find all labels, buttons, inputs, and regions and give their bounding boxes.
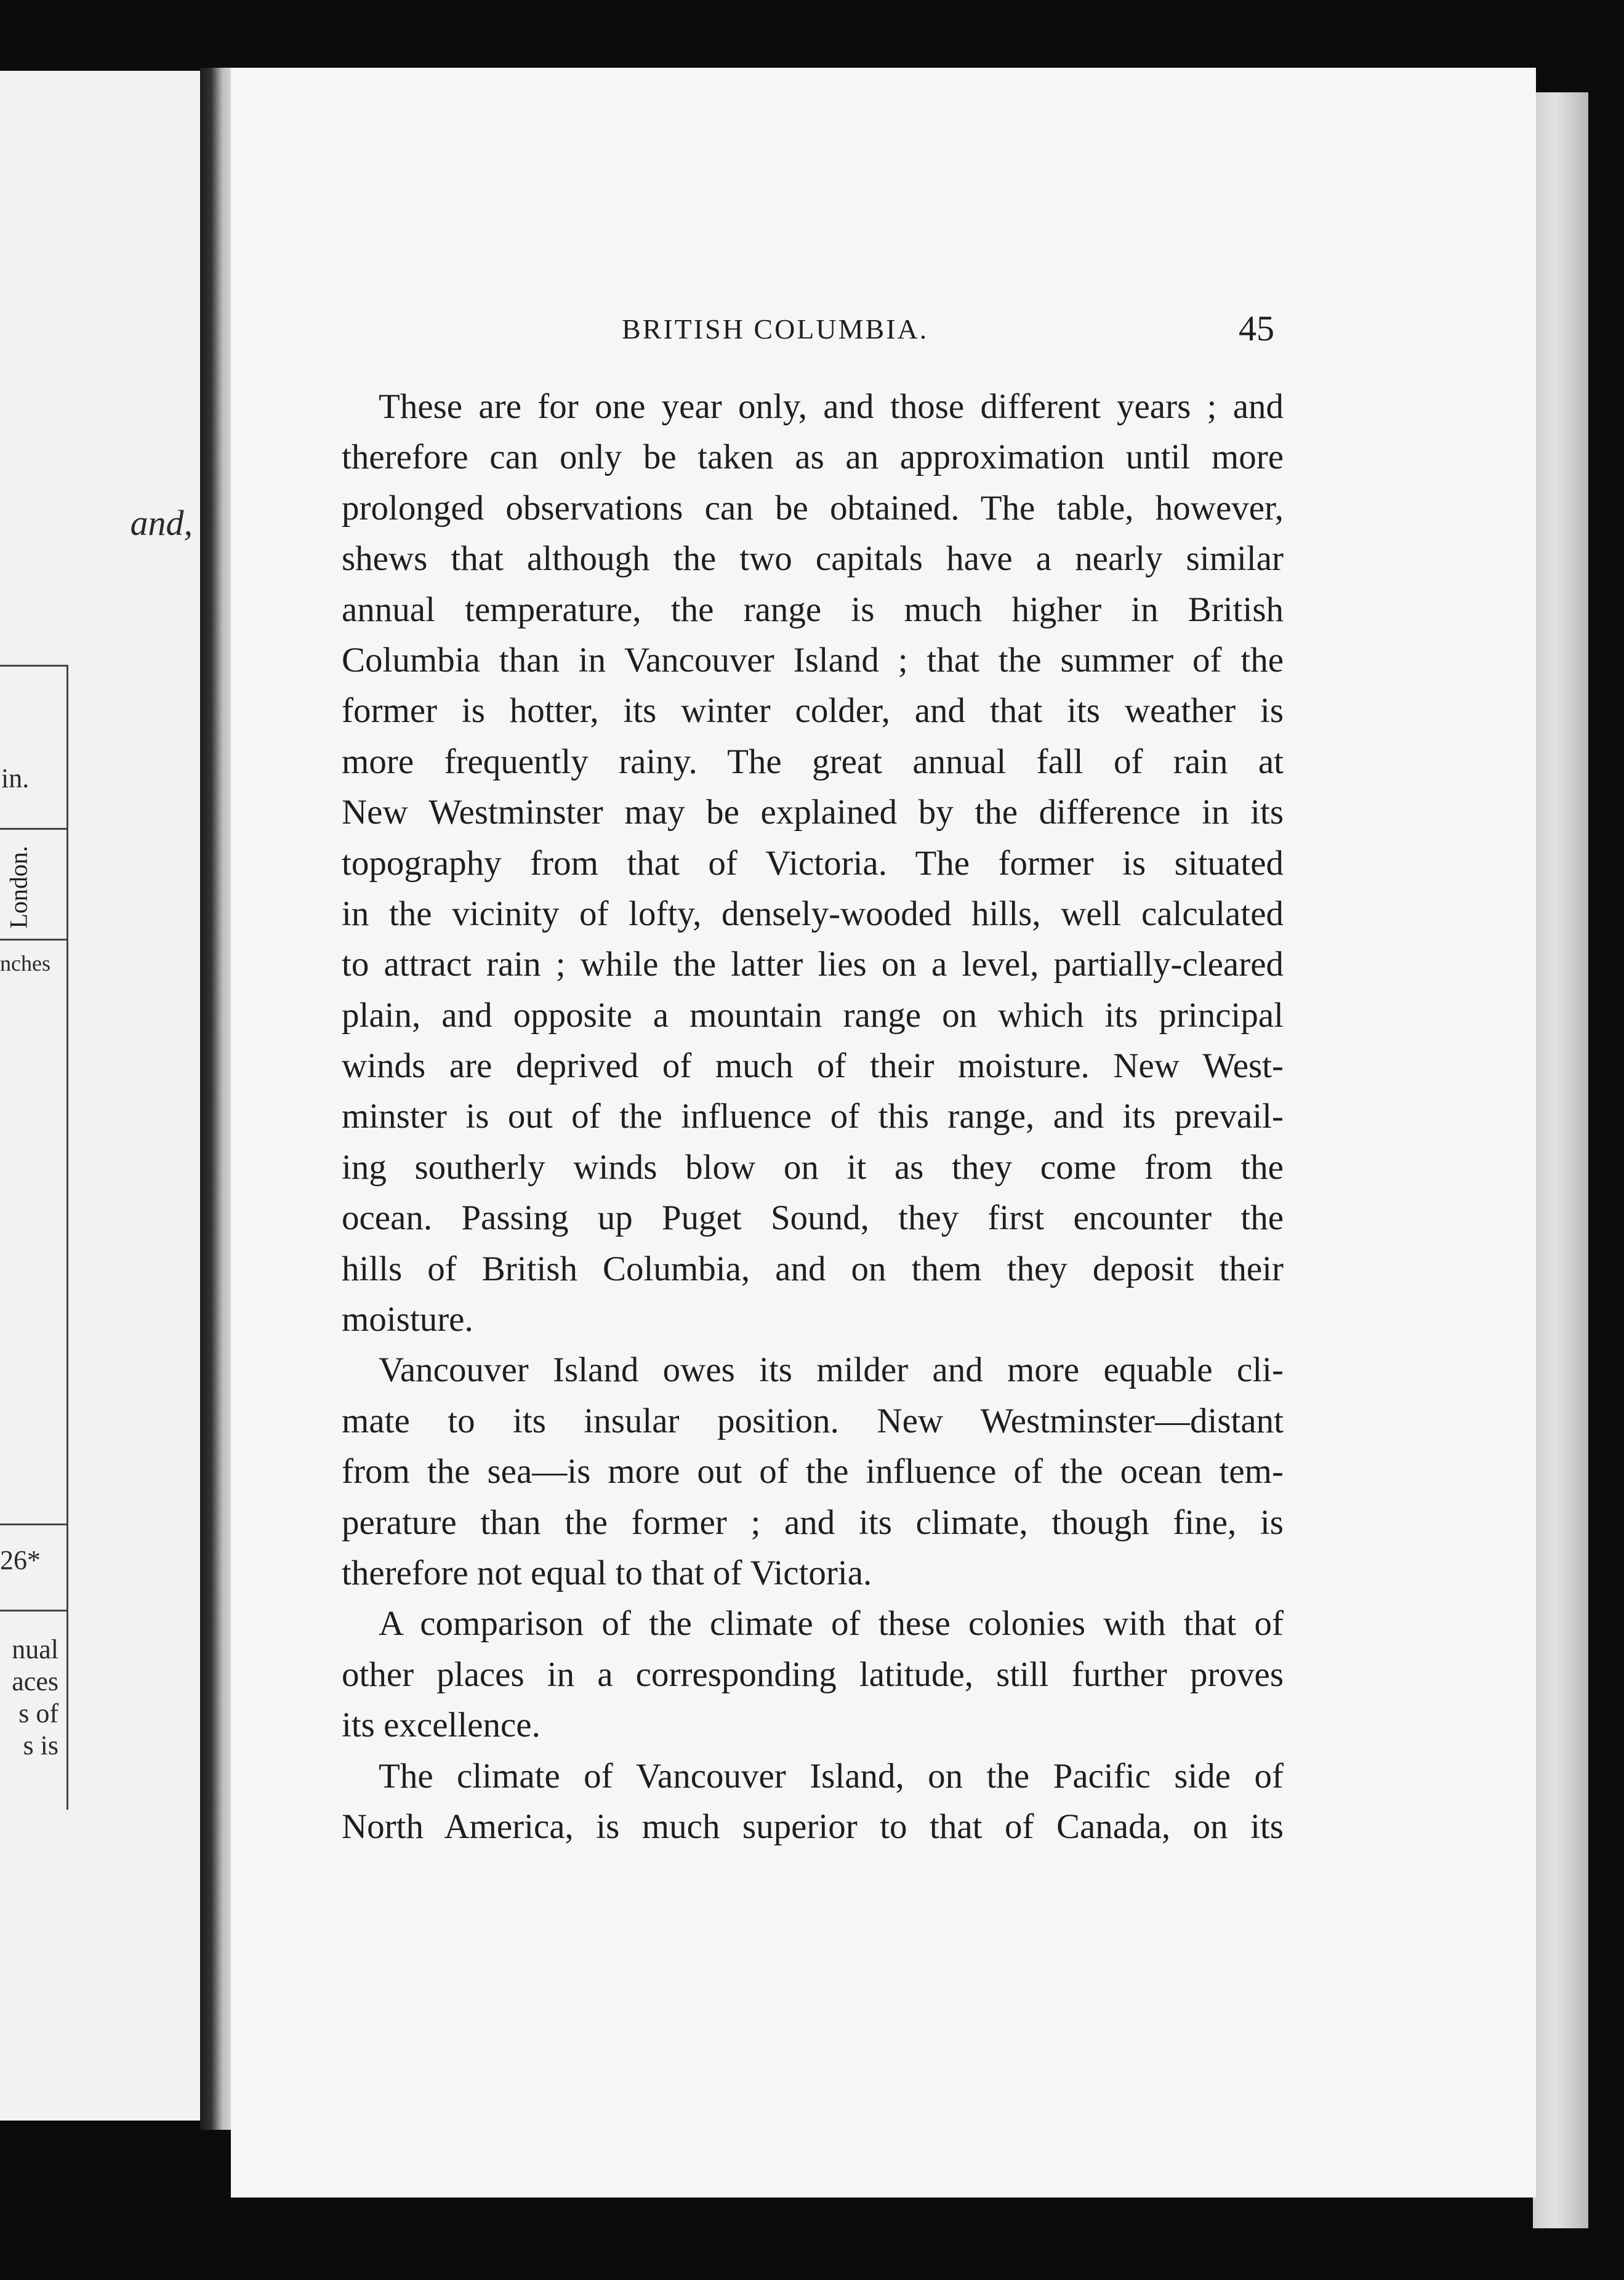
text-line: mate to its insular position. New Westminster—distant bbox=[342, 1401, 1284, 1440]
text-line: New Westminster may be explained by the difference in its bbox=[342, 793, 1284, 832]
left-inches: nches bbox=[0, 951, 50, 976]
left-london: London. bbox=[4, 846, 33, 929]
text-line: more frequently rainy. The great annual fall of rain at bbox=[342, 742, 1284, 781]
table-rule-2 bbox=[0, 828, 68, 830]
table-rule-4 bbox=[0, 1523, 68, 1525]
text-line: These are for one year only, and those different years ; and bbox=[379, 387, 1284, 426]
text-line: former is hotter, its winter colder, and that its weather is bbox=[342, 691, 1284, 731]
text-line: Vancouver Island owes its milder and more equable cli- bbox=[379, 1351, 1284, 1390]
page-number: 45 bbox=[1239, 308, 1274, 348]
text-line: ocean. Passing up Puget Sound, they first encounter the bbox=[342, 1198, 1284, 1238]
page-header bbox=[622, 308, 1274, 357]
text-line: shews that although the two capitals have a nearly similar bbox=[342, 539, 1284, 579]
page-edge-shadow bbox=[1533, 92, 1588, 2228]
left-italic-word: and, bbox=[130, 503, 193, 543]
text-line: in the vicinity of lofty, densely-wooded hills, well calculated bbox=[342, 894, 1284, 933]
text-line: North America, is much superior to that of Canada, on its bbox=[342, 1807, 1284, 1846]
text-line: to attract rain ; while the latter lies on a level, partially-cleared bbox=[342, 945, 1284, 984]
text-line: its excellence. bbox=[342, 1706, 541, 1745]
text-line: perature than the former ; and its climate, though fine, is bbox=[342, 1503, 1284, 1542]
body-text bbox=[342, 382, 1284, 1852]
text-line: plain, and opposite a mountain range on which its principal bbox=[342, 995, 1284, 1035]
running-head: BRITISH COLUMBIA. bbox=[622, 313, 929, 345]
left-page-fragment bbox=[0, 71, 200, 2121]
table-rule-3 bbox=[0, 939, 68, 941]
text-line: A comparison of the climate of these colonies with that of bbox=[379, 1604, 1284, 1644]
left-col-header: in. bbox=[1, 763, 30, 793]
left-tail-line: nual bbox=[12, 1634, 58, 1664]
text-line: moisture. bbox=[342, 1300, 473, 1339]
left-tail-line: aces bbox=[12, 1666, 58, 1696]
table-rule-vertical bbox=[66, 665, 68, 1810]
text-line: prolonged observations can be obtained. The table, however, bbox=[342, 488, 1284, 528]
text-line: hills of British Columbia, and on them they deposit their bbox=[342, 1249, 1284, 1288]
text-line: other places in a corresponding latitude, still further proves bbox=[342, 1655, 1284, 1694]
table-rule-5 bbox=[0, 1610, 68, 1612]
text-line: The climate of Vancouver Island, on the Pacific side of bbox=[379, 1756, 1284, 1796]
left-tail-line: s of bbox=[18, 1698, 58, 1728]
left-tail-line: s is bbox=[23, 1730, 58, 1760]
table-rule-top bbox=[0, 665, 68, 667]
text-line: therefore not equal to that of Victoria. bbox=[342, 1553, 872, 1592]
text-line: from the sea—is more out of the influence of the ocean tem- bbox=[342, 1452, 1284, 1491]
text-line: therefore can only be taken as an approximation until more bbox=[342, 438, 1284, 477]
text-line: topography from that of Victoria. The former is situated bbox=[342, 843, 1284, 883]
left-footnote-mark: 26* bbox=[0, 1545, 41, 1575]
text-line: Columbia than in Vancouver Island ; that the summer of the bbox=[342, 640, 1284, 680]
text-line: ing southerly winds blow on it as they come from the bbox=[342, 1147, 1284, 1187]
text-line: winds are deprived of much of their moisture. New West- bbox=[342, 1046, 1284, 1086]
text-line: minster is out of the influence of this range, and its prevail- bbox=[342, 1097, 1284, 1136]
text-line: annual temperature, the range is much higher in British bbox=[342, 590, 1284, 629]
